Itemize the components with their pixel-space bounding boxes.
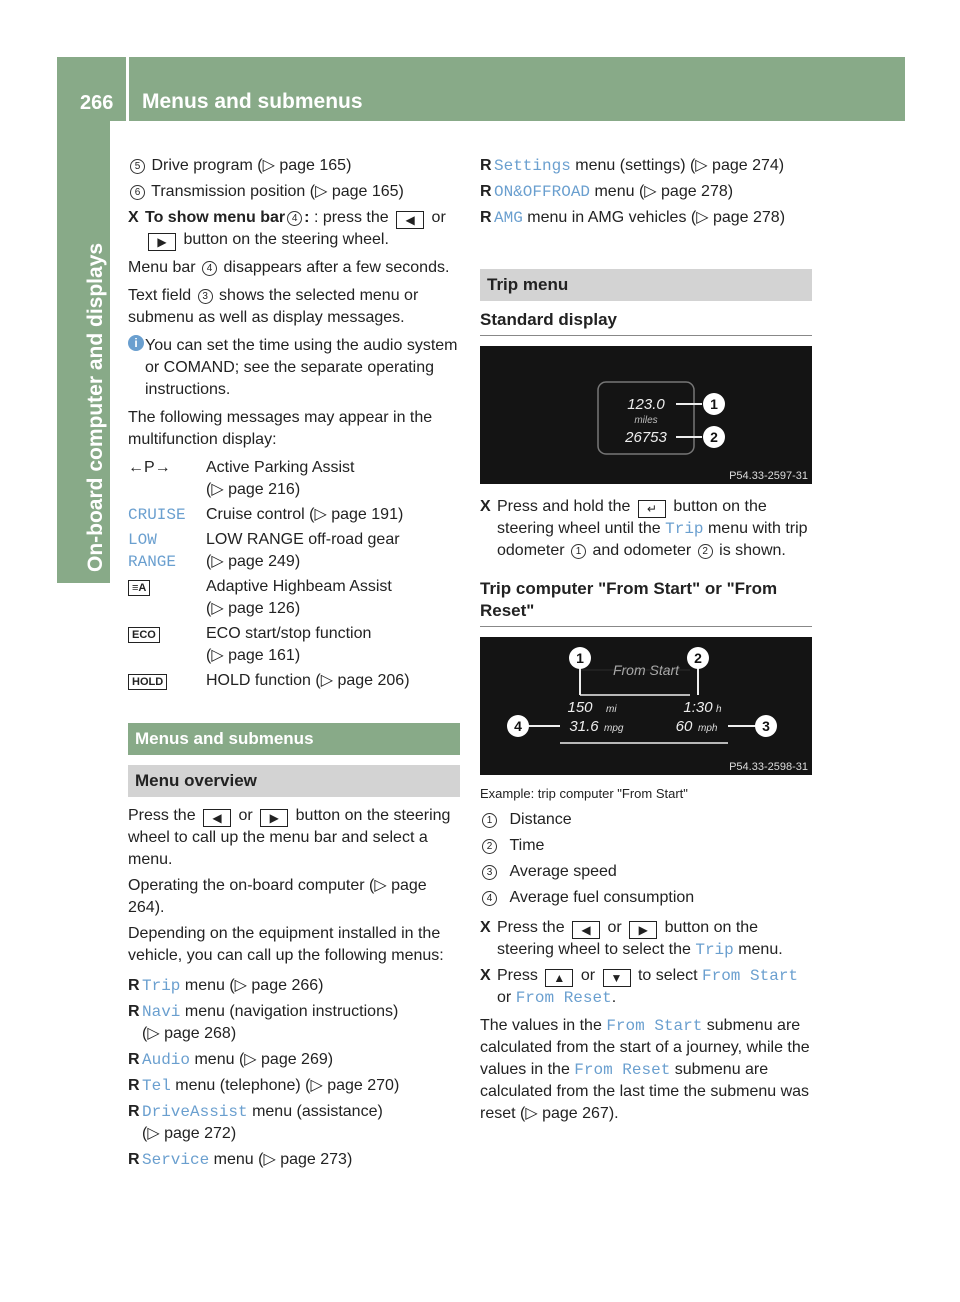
trip-computer-svg — [480, 637, 812, 775]
image-code: P54.33-2598-31 — [729, 761, 808, 773]
messages-table — [128, 457, 410, 695]
legend — [480, 809, 812, 909]
distance-unit: mi — [606, 704, 617, 715]
header-divider — [126, 57, 129, 121]
legend-item: 2 Time — [480, 835, 812, 857]
right-column — [480, 155, 812, 1129]
odometer-value: 26753 — [625, 429, 667, 446]
fuel-unit: mpg — [604, 723, 624, 734]
speed-unit: mph — [698, 723, 718, 734]
step-select-submenu: X Press ▲ or ▼ to select From Start or From Reset. — [480, 967, 799, 1007]
press-paragraph: Press the ◀ or ▶ button on the steering wheel to call up the menu bar and select a menu. — [128, 807, 451, 868]
parking-assist-icon: ←P→ — [128, 459, 171, 476]
step-press-hold: X Press and hold the ↵ button on the steering wheel until the Trip menu with trip odometer 1 and odometer 2 is shown. — [480, 498, 808, 559]
section-title: Menus and submenus — [128, 723, 460, 755]
item-5: 5 Drive program (▷ page 165) — [128, 155, 460, 177]
distance-value: 150 — [567, 699, 593, 716]
time-value: 1:30 — [683, 699, 713, 716]
text-field-note: Text field 3 shows the selected menu or submenu as well as display messages. — [128, 287, 419, 326]
trip-odometer-unit: miles — [634, 415, 658, 426]
operating-paragraph: Operating the on-board computer (▷ page 264). — [128, 877, 427, 916]
callout-1-label: 1 — [576, 650, 584, 666]
submenu-title: From Start — [612, 662, 680, 678]
back-button-icon: ↵ — [638, 500, 666, 518]
standard-display-title: Standard display — [480, 309, 812, 336]
right-button-icon: ▶ — [260, 809, 288, 827]
fuel-value: 31.6 — [569, 718, 599, 735]
depending-paragraph: Depending on the equipment installed in the vehicle, you can call up the following menus: — [128, 925, 444, 964]
callout-4-label: 4 — [514, 718, 522, 734]
trip-computer-image — [480, 637, 812, 775]
step-select-trip: X Press the ◀ or ▶ button on the steering wheel to select the Trip menu. — [480, 919, 783, 959]
page-number: 266 — [80, 92, 114, 114]
step-show-menu-bar: X To show menu bar 4 : : press the ◀ or ▶ button on the steering wheel. — [128, 209, 446, 249]
step-arrow-icon: X — [480, 967, 491, 984]
message-row: ECO ECO start/stop function (▷ page 161) — [128, 623, 410, 670]
left-column — [128, 155, 460, 1175]
step-arrow-icon: X — [128, 209, 139, 226]
side-tab-label: On-board computer and displays — [84, 242, 107, 572]
standard-display-svg — [480, 346, 812, 484]
right-button-icon: ▶ — [629, 921, 657, 939]
message-row: ≡A Adaptive Highbeam Assist (▷ page 126) — [128, 576, 410, 623]
callout-2-label: 2 — [710, 429, 718, 445]
list-item: R Navi menu (navigation instructions) (▷ page 268) — [128, 1003, 399, 1042]
left-button-icon: ◀ — [572, 921, 600, 939]
message-row: ←P→ Active Parking Assist (▷ page 216) — [128, 459, 355, 498]
step-arrow-icon: X — [480, 919, 491, 936]
callout-3-label: 3 — [762, 718, 770, 734]
speed-value: 60 — [675, 718, 693, 735]
values-paragraph: The values in the From Start submenu are calculated from the start of a journey, while the values in the From Reset submenu are calculated from the last time the submenu was reset (▷ page 267). — [480, 1017, 810, 1122]
message-row: LOW RANGE LOW RANGE off-road gear (▷ page 249) — [128, 531, 400, 571]
menu-list — [128, 975, 460, 1171]
info-icon: i — [128, 335, 144, 351]
list-item: R ON&OFFROAD menu (▷ page 278) — [480, 183, 734, 201]
menu-bar-note: Menu bar 4 disappears after a few seconds. — [128, 259, 450, 276]
list-item: R Trip menu (▷ page 266) — [128, 977, 324, 995]
legend-item: 4 Average fuel consumption — [480, 887, 812, 909]
callout-2-label: 2 — [694, 650, 702, 666]
trip-odometer-value: 123.0 — [627, 396, 665, 413]
time-unit: h — [716, 704, 722, 715]
cruise-symbol: CRUISE — [128, 506, 186, 524]
eco-icon: ECO — [128, 627, 160, 643]
messages-intro: The following messages may appear in the multifunction display: — [128, 409, 433, 448]
info-note: i You can set the time using the audio system or COMAND; see the separate operating instructions. — [128, 335, 460, 401]
list-item: R Audio menu (▷ page 269) — [128, 1051, 334, 1069]
list-item: R AMG menu in AMG vehicles (▷ page 278) — [480, 209, 786, 227]
low-range-symbol: LOW RANGE — [128, 531, 177, 571]
standard-display-image — [480, 346, 812, 484]
image-caption: Example: trip computer "From Start" — [480, 786, 688, 801]
legend-item: 3 Average speed — [480, 861, 812, 883]
callout-1-label: 1 — [710, 396, 718, 412]
list-item: R Service menu (▷ page 273) — [128, 1151, 353, 1169]
highbeam-assist-icon: ≡A — [128, 580, 150, 596]
left-button-icon: ◀ — [396, 211, 424, 229]
hold-icon: HOLD — [128, 674, 167, 690]
subsection-title: Menu overview — [128, 765, 460, 797]
left-button-icon: ◀ — [203, 809, 231, 827]
message-row: HOLD HOLD function (▷ page 206) — [128, 670, 410, 695]
legend-item: 1 Distance — [480, 809, 812, 831]
message-row: CRUISE Cruise control (▷ page 191) — [128, 506, 404, 524]
trip-menu-title: Trip menu — [480, 269, 812, 301]
image-code: P54.33-2597-31 — [729, 470, 808, 482]
header-title: Menus and submenus — [142, 90, 363, 113]
list-item: R Tel menu (telephone) (▷ page 270) — [128, 1077, 400, 1095]
up-button-icon: ▲ — [545, 969, 573, 987]
list-item: R DriveAssist menu (assistance) (▷ page 272) — [128, 1103, 383, 1142]
trip-computer-title: Trip computer "From Start" or "From Reset" — [480, 578, 812, 627]
item-6: 6 Transmission position (▷ page 165) — [128, 181, 460, 203]
step-arrow-icon: X — [480, 498, 491, 515]
down-button-icon: ▼ — [603, 969, 631, 987]
right-button-icon: ▶ — [148, 233, 176, 251]
list-item: R Settings menu (settings) (▷ page 274) — [480, 157, 785, 175]
